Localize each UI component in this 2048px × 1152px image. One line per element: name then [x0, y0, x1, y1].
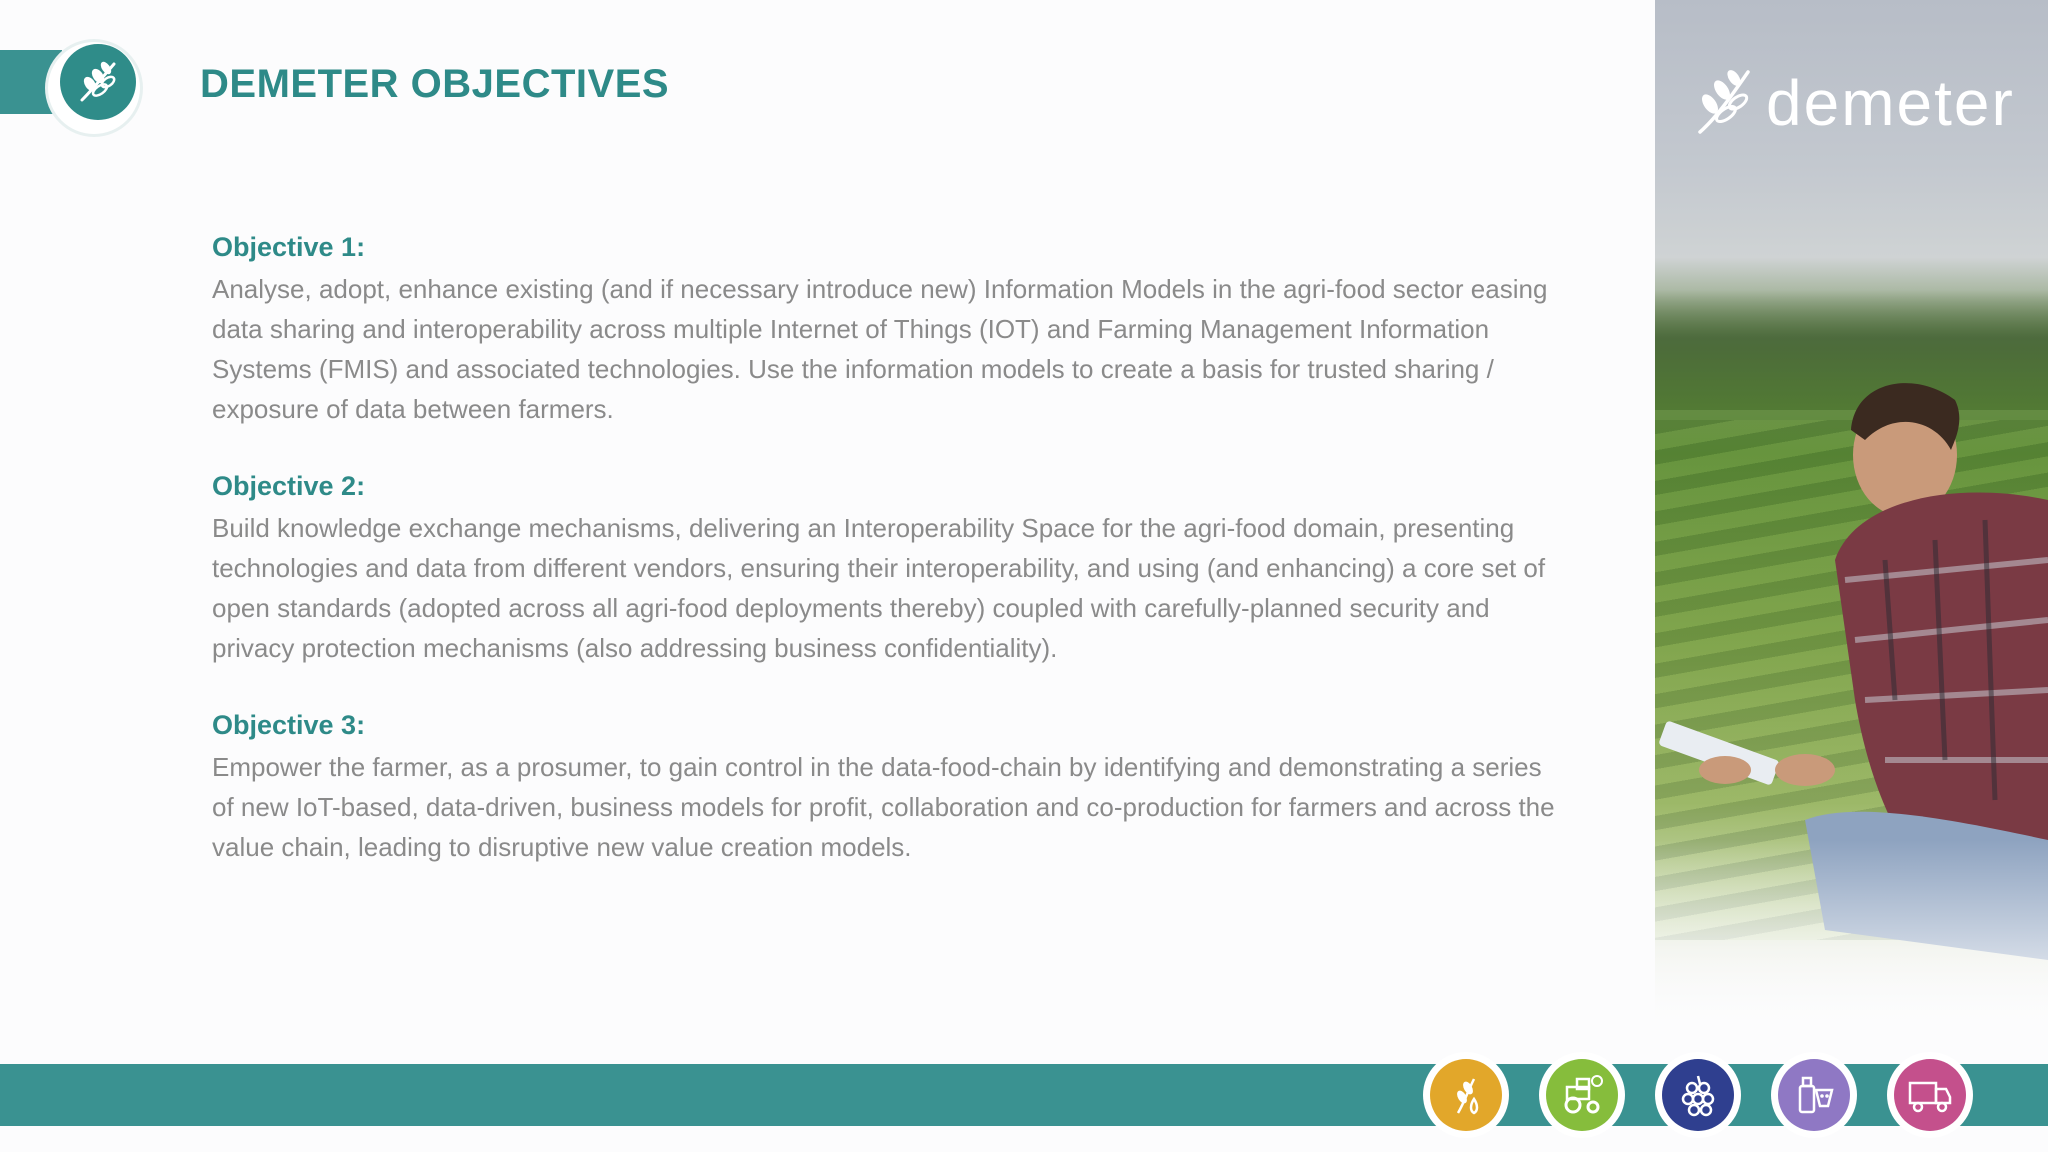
supply-truck-icon	[1894, 1059, 1966, 1131]
brand-name: demeter	[1766, 66, 2015, 139]
demeter-logo	[1690, 62, 2015, 143]
livestock-cow-icon	[1778, 1059, 1850, 1131]
objective-1	[212, 232, 1562, 429]
arable-crops-icon	[1430, 1059, 1502, 1131]
objectives-list	[212, 232, 1562, 909]
farmer-photo	[1655, 0, 2048, 1030]
objective-3-text: Empower the farmer, as a prosumer, to gain control in the data-food-chain by identifying and demonstrating a series of new IoT-based, data-driven, business models for profit, collaboration and co-production for farmers and across the value chain, leading to disruptive new value creation models.	[212, 752, 1555, 862]
tractor-icon	[1546, 1059, 1618, 1131]
objective-1-text: Analyse, adopt, enhance existing (and if necessary introduce new) Information Models in the agri-food sector easing data sharing and interoperability across multiple Internet of Things (IOT) and Farming Management Information Systems (FMIS) and associated technologies. Use the information models to create a basis for trusted sharing / exposure of data between farmers.	[212, 274, 1548, 424]
objective-2	[212, 471, 1562, 668]
objective-2-text: Build knowledge exchange mechanisms, delivering an Interoperability Space for the agri-food domain, presenting technologies and data from different vendors, ensuring their interoperability, and using (and enhancing) a core set of open standards (adopted across all agri-food deployments thereby) coupled with carefully-planned security and privacy protection mechanisms (also addressing business confidentiality).	[212, 513, 1546, 663]
wheat-sprig-icon	[1690, 62, 1762, 143]
tractor-badge	[1539, 1052, 1625, 1138]
fruit-grapes-badge	[1655, 1052, 1741, 1138]
objective-3	[212, 710, 1562, 867]
arable-crops-badge	[1423, 1052, 1509, 1138]
objective-3-heading: Objective 3:	[212, 710, 366, 740]
supply-truck-badge	[1887, 1052, 1973, 1138]
objective-1-heading: Objective 1:	[212, 232, 366, 262]
photo-fade	[1655, 840, 2048, 1030]
objective-2-heading: Objective 2:	[212, 471, 366, 501]
fruit-grapes-icon	[1662, 1059, 1734, 1131]
page-title: DEMETER OBJECTIVES	[200, 62, 670, 106]
wheat-sprig-icon	[60, 44, 136, 120]
livestock-badge	[1771, 1052, 1857, 1138]
